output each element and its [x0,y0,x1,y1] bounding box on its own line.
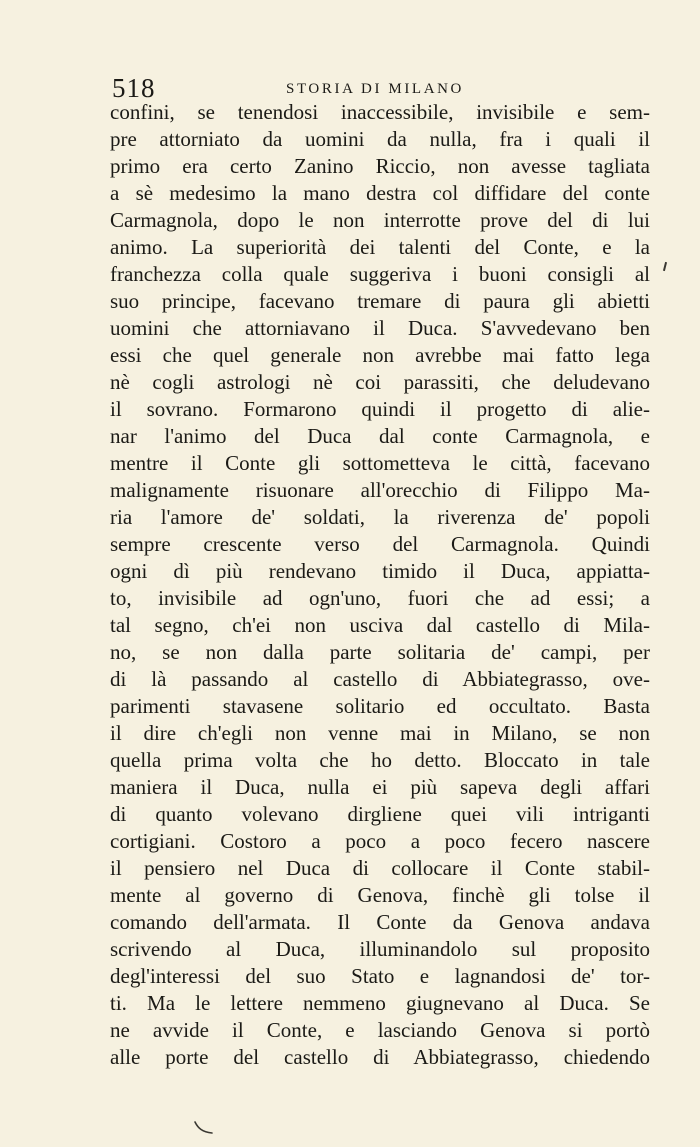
text-line: pre attorniato da uomini da nulla, fra i quali il [110,127,650,151]
text-line: il pensiero nel Duca di collocare il Conte stabil- [110,856,650,880]
text-line: a sè medesimo la mano destra col diffidare del conte [110,181,650,205]
running-title: STORIA DI MILANO [286,81,464,97]
text-line: mentre il Conte gli sottometteva le città, facevano [110,451,650,475]
text-line: sempre crescente verso del Carmagnola. Quindi [110,532,650,556]
text-line: di quanto volevano dirgliene quei vili intriganti [110,802,650,826]
text-line: il dire ch'egli non venne mai in Milano, se non [110,721,650,745]
margin-ink-mark [663,262,667,271]
text-line: essi che quel generale non avrebbe mai fatto lega [110,343,650,367]
printer-mark-icon [192,1120,218,1140]
text-line: cortigiani. Costoro a poco a poco fecero nascere [110,829,650,853]
text-line: ti. Ma le lettere nemmeno giugnevano al Duca. Se [110,991,650,1015]
text-line: ogni dì più rendevano timido il Duca, appiatta- [110,559,650,583]
text-line: di là passando al castello di Abbiategrasso, ove- [110,667,650,691]
text-line: primo era certo Zanino Riccio, non avesse tagliata [110,154,650,178]
text-line: confini, se tenendosi inaccessibile, invisibile e sem- [110,100,650,124]
text-line: Carmagnola, dopo le non interrotte prove del di lui [110,208,650,232]
text-line: franchezza colla quale suggeriva i buoni consigli al [110,262,650,286]
text-line: scrivendo al Duca, illuminandolo sul proposito [110,937,650,961]
page-number: 518 [112,73,156,103]
text-line: maniera il Duca, nulla ei più sapeva degli affari [110,775,650,799]
text-line: comando dell'armata. Il Conte da Genova andava [110,910,650,934]
text-line: nè cogli astrologi nè coi parassiti, che deludevano [110,370,650,394]
text-line: no, se non dalla parte solitaria de' campi, per [110,640,650,664]
text-line: animo. La superiorità dei talenti del Conte, e la [110,235,650,259]
text-line: tal segno, ch'ei non usciva dal castello di Mila- [110,613,650,637]
text-line: ria l'amore de' soldati, la riverenza de' popoli [110,505,650,529]
text-line: alle porte del castello di Abbiategrasso, chiedendo [110,1045,650,1069]
body-text [110,99,650,1071]
text-line: quella prima volta che ho detto. Bloccato in tale [110,748,650,772]
text-line: uomini che attorniavano il Duca. S'avvedevano ben [110,316,650,340]
text-line: nar l'animo del Duca dal conte Carmagnola, e [110,424,650,448]
text-line: parimenti stavasene solitario ed occultato. Basta [110,694,650,718]
text-line: ne avvide il Conte, e lasciando Genova si portò [110,1018,650,1042]
text-line: suo principe, facevano tremare di paura gli abietti [110,289,650,313]
text-line: to, invisibile ad ogn'uno, fuori che ad essi; a [110,586,650,610]
text-line: malignamente risuonare all'orecchio di Filippo Ma- [110,478,650,502]
text-line: degl'interessi del suo Stato e lagnandosi de' tor- [110,964,650,988]
text-line: mente al governo di Genova, finchè gli tolse il [110,883,650,907]
text-line: il sovrano. Formarono quindi il progetto di alie- [110,397,650,421]
